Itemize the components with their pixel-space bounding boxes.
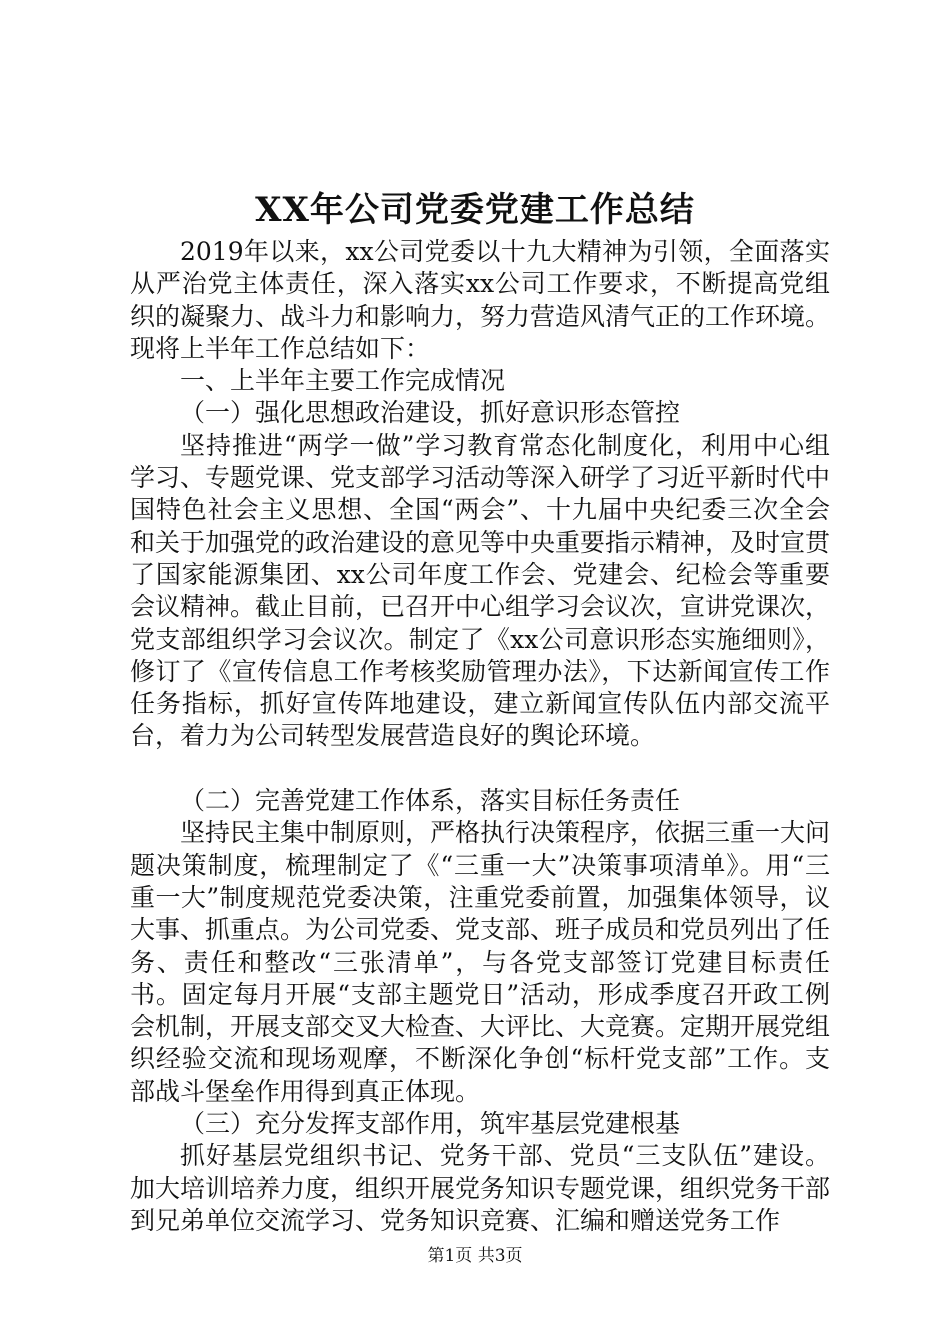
- page-number-label: 第1页 共3页: [427, 1246, 523, 1266]
- body-paragraph-1: 坚持推进“两学一做”学习教育常态化制度化，利用中心组学习、专题党课、党支部学习活动等深入研学了习近平新时代中国特色社会主义思想、全国“两会”、十九届中央纪委三次全会和关于加强党的政治建设的意见等中央重要指示精神，及时宣贯了国家能源集团、xx公司年度工作会、党建会、纪检会等重要会议精神。截止目前，已召开中心组学习会议次，宣讲党课次，党支部组织学习会议次。制定了《xx公司意识形态实施细则》，修订了《宣传信息工作考核奖励管理办法》，下达新闻宣传工作任务指标，抓好宣传阵地建设，建立新闻宣传队伍内部交流平台，着力为公司转型发展营造良好的舆论环境。: [130, 430, 831, 751]
- paragraph-spacer: [130, 753, 830, 785]
- body-paragraph-2: 坚持民主集中制原则，严格执行决策程序，依据三重一大问题决策制度，梳理制定了《“三重一大”决策事项清单》。用“三重一大”制度规范党委决策，注重党委前置，加强集体领导，议大事、抓重点。为公司党委、党支部、班子成员和党员列出了任务、责任和整改“三张清单”，与各党支部签订党建目标责任书。固定每月开展“支部主题党日”活动，形成季度召开政工例会机制，开展支部交叉大检查、大评比、大竞赛。定期开展党组织经验交流和现场观摩，不断深化争创“标杆党支部”工作。支部战斗堡垒作用得到真正体现。: [130, 818, 831, 1106]
- subsection-heading-1: （一）强化思想政治建设，抓好意识形态管控: [180, 398, 681, 428]
- subsection-heading-3: （三）充分发挥支部作用，筑牢基层党建根基: [180, 1109, 681, 1139]
- intro-paragraph: 2019年以来，xx公司党委以十九大精神为引领，全面落实从严治党主体责任，深入落实xx公司工作要求，不断提高党组织的凝聚力、战斗力和影响力，努力营造风清气正的工作环境。现将上半年工作总结如下：: [130, 237, 831, 363]
- document-body: [130, 236, 830, 1237]
- body-paragraph-3: 抓好基层党组织书记、党务干部、党员“三支队伍”建设。加大培训培养力度，组织开展党务知识专题党课，组织党务干部到兄弟单位交流学习、党务知识竞赛、汇编和赠送党务工作: [130, 1141, 831, 1235]
- page-footer: [0, 1245, 950, 1267]
- section-heading-1: 一、上半年主要工作完成情况: [180, 366, 506, 396]
- subsection-heading-2: （二）完善党建工作体系，落实目标任务责任: [180, 786, 681, 816]
- page-title: XX年公司党委党建工作总结: [255, 190, 695, 230]
